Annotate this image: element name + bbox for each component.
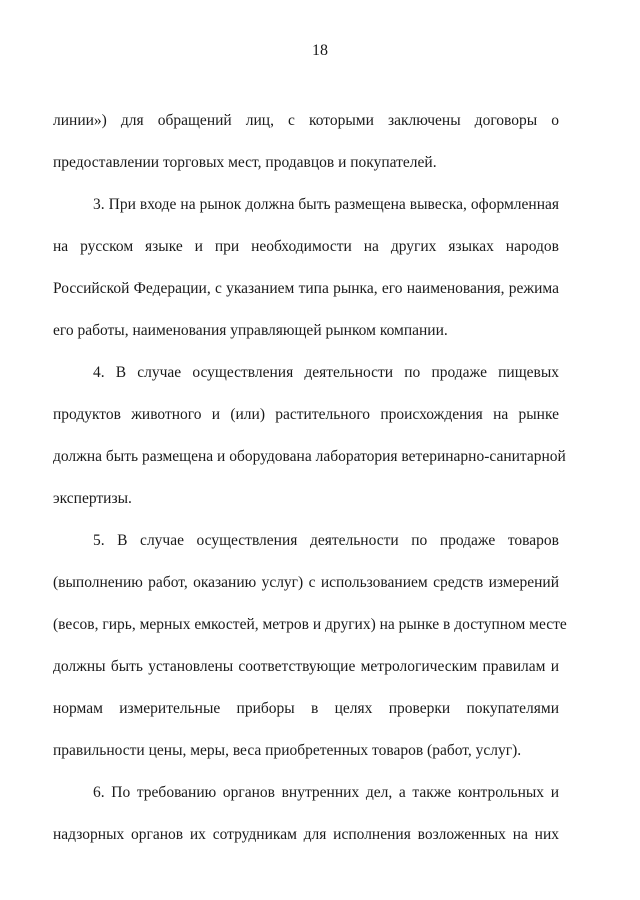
- paragraph: [53, 184, 559, 352]
- text-line: продуктов животного и (или) растительного происхождения на рынке: [53, 406, 559, 423]
- text-line: его работы, наименования управляющей рынком компании.: [53, 322, 448, 339]
- text-line: должны быть установлены соответствующие метрологическим правилам и: [53, 658, 559, 675]
- paragraph: [53, 520, 567, 772]
- text-line: предоставлении торговых мест, продавцов и покупателей.: [53, 154, 437, 171]
- text-line: на русском языке и при необходимости на других языках народов: [53, 238, 559, 255]
- text-line: 4. В случае осуществления деятельности по продаже пищевых: [93, 364, 559, 381]
- text-line: Российской Федерации, с указанием типа рынка, его наименования, режима: [53, 280, 559, 297]
- document-body: [53, 100, 567, 856]
- paragraph: [53, 352, 566, 520]
- paragraph: [53, 772, 559, 856]
- page-number: 18: [312, 42, 328, 59]
- text-line: 5. В случае осуществления деятельности по продаже товаров: [93, 532, 559, 549]
- text-line: 6. По требованию органов внутренних дел, а также контрольных и: [93, 784, 559, 801]
- paragraph: [53, 100, 559, 184]
- text-line: надзорных органов их сотрудникам для исполнения возложенных на них: [53, 826, 559, 843]
- text-line: линии») для обращений лиц, с которыми заключены договоры о: [53, 112, 559, 129]
- text-line: экспертизы.: [53, 490, 132, 507]
- text-line: (весов, гирь, мерных емкостей, метров и других) на рынке в доступном месте: [53, 616, 567, 633]
- text-line: правильности цены, меры, веса приобретенных товаров (работ, услуг).: [53, 742, 522, 759]
- text-line: должна быть размещена и оборудована лаборатория ветеринарно-санитарной: [53, 448, 566, 465]
- text-line: нормам измерительные приборы в целях проверки покупателями: [53, 700, 559, 717]
- text-line: 3. При входе на рынок должна быть размещена вывеска, оформленная: [93, 196, 559, 213]
- text-line: (выполнению работ, оказанию услуг) с использованием средств измерений: [53, 574, 559, 591]
